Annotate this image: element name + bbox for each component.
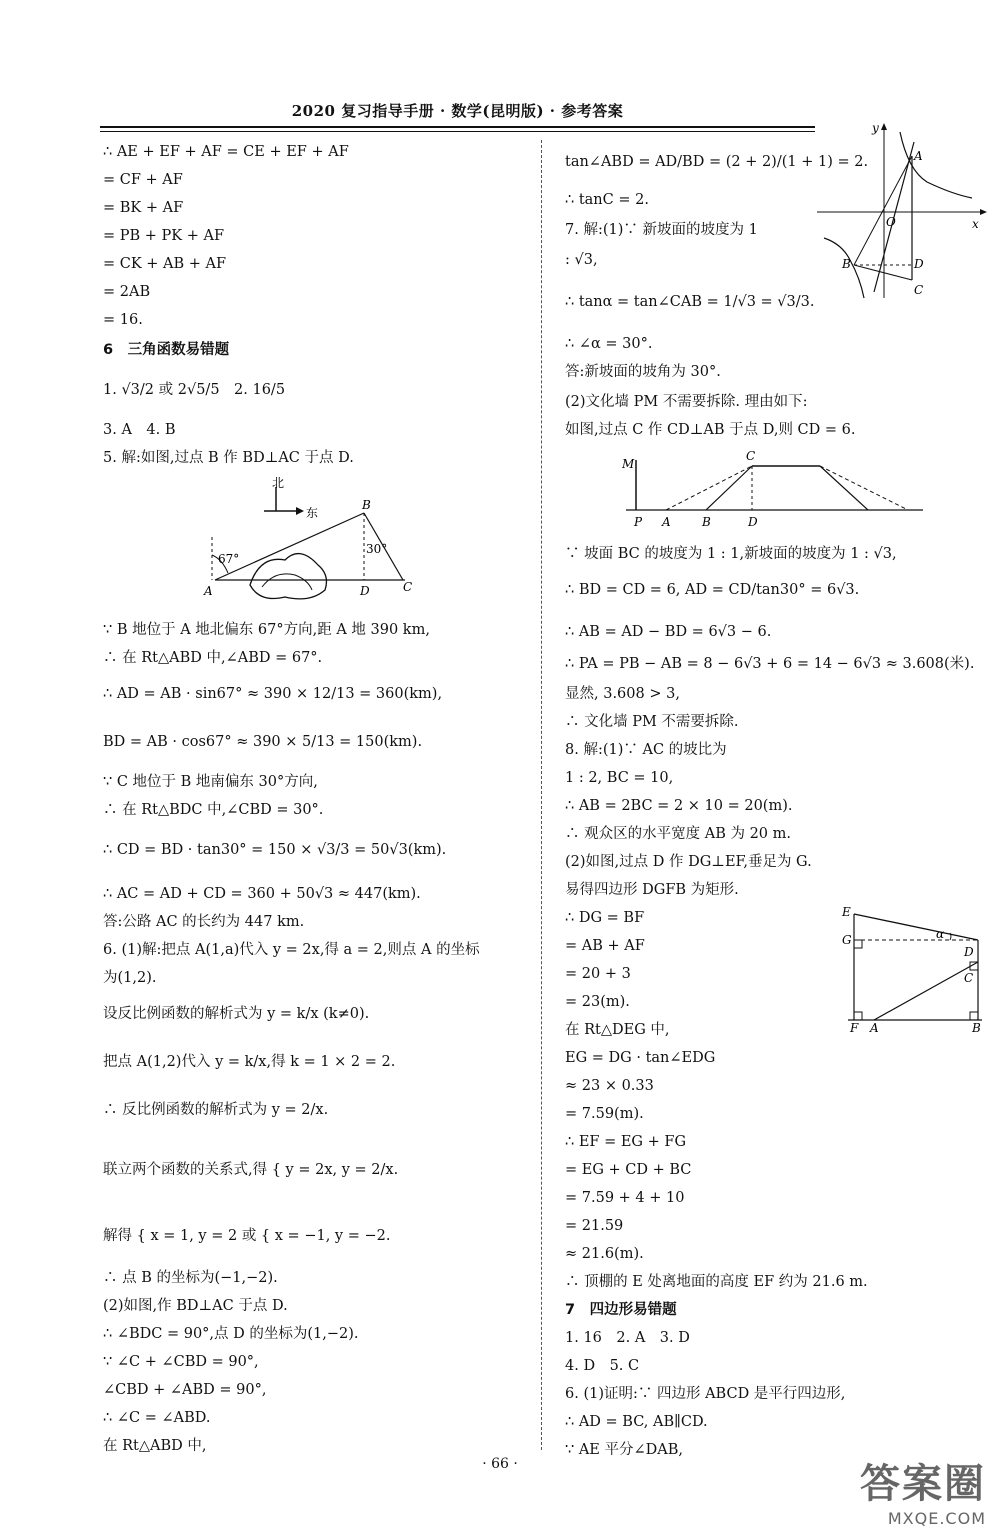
text-line: = CF + AF [103,172,183,188]
text-line: ∴ AE + EF + AF = CE + EF + AF [103,144,349,160]
section-title: 7 四边形易错题 [565,1302,677,1318]
text-line: = 23(m). [565,994,630,1010]
point-P: P [634,515,643,529]
angle-67-label: 67° [218,552,240,566]
text-line: ∴ ∠BDC = 90°,点 D 的坐标为(1,−2). [103,1326,359,1342]
text-line: (2)如图,过点 D 作 DG⊥EF,垂足为 G. [565,854,812,870]
text-line: = 7.59(m). [565,1106,644,1122]
text-line: 8. 解:(1)∵ AC 的坡比为 [565,742,727,758]
point-D: D [748,515,758,529]
text-line: (2)文化墙 PM 不需要拆除. 理由如下: [565,394,808,410]
text-line: ∴ tanC = 2. [565,192,649,208]
point-A: A [662,515,671,529]
text-line: ∴ AD = AB · sin67° ≈ 390 × 12/13 = 360(km), [103,686,443,702]
text-line: BD = AB · cos67° ≈ 390 × 5/13 = 150(km). [103,734,423,750]
point-F: F [850,1021,859,1034]
text-line: = 2AB [103,284,151,300]
text-line: 6. (1)证明:∵ 四边形 ABCD 是平行四边形, [565,1386,846,1402]
point-C: C [403,580,413,594]
answer-line: 1. 16 2. A 3. D [565,1330,690,1346]
text-line: ≈ 23 × 0.33 [565,1078,654,1094]
text-line: = AB + AF [565,938,645,954]
point-E: E [842,905,851,919]
point-M: M [622,457,635,471]
text-line: ∴ AC = AD + CD = 360 + 50√3 ≈ 447(km). [103,886,421,902]
text-line: 显然, 3.608 > 3, [565,686,680,702]
text-line: 答:公路 AC 的长约为 447 km. [103,914,305,930]
text-line: 为(1,2). [103,970,157,986]
point-B: B [702,515,711,529]
text-line: 把点 A(1,2)代入 y = k/x,得 k = 1 × 2 = 2. [103,1054,396,1070]
text-line: = CK + AB + AF [103,256,227,272]
text-line: 7. 解:(1)∵ 新坡面的坡度为 1 [565,222,758,238]
text-line: ∴ 在 Rt△BDC 中,∠CBD = 30°. [103,802,324,818]
text-line: = 16. [103,312,143,328]
text-line: ∴ AB = AD − BD = 6√3 − 6. [565,624,772,640]
text-line: ∵ B 地位于 A 地北偏东 67°方向,距 A 地 390 km, [103,622,430,638]
text-line: 易得四边形 DGFB 为矩形. [565,882,739,898]
text-line: tan∠ABD = AD/BD = (2 + 2)/(1 + 1) = 2. [565,154,869,170]
point-C: C [914,283,924,297]
text-line: 6. (1)解:把点 A(1,a)代入 y = 2x,得 a = 2,则点 A 的坐标 [103,942,480,958]
column-divider [541,140,542,1450]
text-line: ∴ 反比例函数的解析式为 y = 2/x. [103,1102,329,1118]
east-label: 东 [306,506,319,520]
point-D: D [360,584,370,598]
text-line: ∵ C 地位于 B 地南偏东 30°方向, [103,774,318,790]
angle-alpha-label: α [936,927,945,941]
answer-line: 1. √3/2 或 2√5/5 2. 16/5 [103,382,286,398]
point-G: G [842,933,852,947]
text-line: 在 Rt△DEG 中, [565,1022,670,1038]
text-line: = 7.59 + 4 + 10 [565,1190,685,1206]
text-line: ∵ ∠C + ∠CBD = 90°, [103,1354,259,1370]
header-rule [100,126,815,128]
text-line: ∵ 坡面 BC 的坡度为 1 : 1,新坡面的坡度为 1 : √3, [565,546,897,562]
page-number: · 66 · [482,1456,518,1472]
text-line: ∠CBD + ∠ABD = 90°, [103,1382,267,1398]
text-line: ∴ DG = BF [565,910,645,926]
text-line: = PB + PK + AF [103,228,225,244]
point-D: D [914,257,924,271]
point-B: B [362,498,371,512]
text-line: (2)如图,作 BD⊥AC 于点 D. [103,1298,288,1314]
text-line: ∴ EF = EG + FG [565,1134,687,1150]
point-B: B [842,257,851,271]
point-A: A [870,1021,879,1034]
text-line: = EG + CD + BC [565,1162,692,1178]
text-line: ∴ AD = BC, AB∥CD. [565,1414,708,1430]
text-line: ≈ 21.6(m). [565,1246,644,1262]
text-line: EG = DG · tan∠EDG [565,1050,716,1066]
text-line: ∴ tanα = tan∠CAB = 1/√3 = √3/3. [565,294,815,310]
text-line: : √3, [565,252,598,268]
text-line: ∴ 观众区的水平宽度 AB 为 20 m. [565,826,791,842]
answer-line: 4. D 5. C [565,1358,640,1374]
map-diagram [200,475,420,610]
point-A: A [914,149,923,163]
watermark-brand: 答案圈 [860,1461,986,1507]
x-axis-label: x [972,217,979,231]
text-line: = BK + AF [103,200,184,216]
text-line: ∴ BD = CD = 6, AD = CD/tan30° = 6√3. [565,582,860,598]
text-line: 答:新坡面的坡角为 30°. [565,364,721,380]
origin-label: O [886,215,896,229]
coordinate-graph [812,120,987,300]
text-line: ∴ 顶棚的 E 处离地面的高度 EF 约为 21.6 m. [565,1274,868,1290]
point-A: A [204,584,213,598]
text-line: ∴ 文化墙 PM 不需要拆除. [565,714,739,730]
watermark-logo [860,1452,986,1528]
page-header-title: 2020 复习指导手册 · 数学(昆明版) · 参考答案 [291,102,624,120]
y-axis-label: y [872,121,879,135]
section-title: 6 三角函数易错题 [103,342,230,358]
header-rule-thin [100,131,815,132]
text-line: 设反比例函数的解析式为 y = k/x (k≠0). [103,1006,370,1022]
text-line: 解得 { x = 1, y = 2 或 { x = −1, y = −2. [103,1228,391,1244]
text-line: ∴ 在 Rt△ABD 中,∠ABD = 67°. [103,650,323,666]
text-line: ∴ ∠C = ∠ABD. [103,1410,211,1426]
text-line: 1 : 2, BC = 10, [565,770,674,786]
roof-diagram [840,902,990,1034]
text-line: ∴ AB = 2BC = 2 × 10 = 20(m). [565,798,793,814]
text-line: ∴ PA = PB − AB = 8 − 6√3 + 6 = 14 − 6√3 ≈ 3.608(米). [565,656,975,672]
point-C: C [746,449,756,463]
angle-30-label: 30° [366,542,388,556]
question-line: 5. 解:如图,过点 B 作 BD⊥AC 于点 D. [103,450,354,466]
text-line: ∴ ∠α = 30°. [565,336,653,352]
text-line: ∴ CD = BD · tan30° = 150 × √3/3 = 50√3(km). [103,842,447,858]
slope-diagram [618,448,928,533]
point-D: D [964,945,974,959]
watermark-site: MXQE.COM [887,1509,986,1528]
text-line: = 20 + 3 [565,966,631,982]
north-label: 北 [272,476,285,490]
point-C: C [964,971,974,985]
text-line: 联立两个函数的关系式,得 { y = 2x, y = 2/x. [103,1162,399,1178]
text-line: ∵ AE 平分∠DAB, [565,1442,684,1458]
answer-line: 3. A 4. B [103,422,176,438]
text-line: = 21.59 [565,1218,624,1234]
point-B: B [972,1021,981,1034]
text-line: ∴ 点 B 的坐标为(−1,−2). [103,1270,278,1286]
text-line: 如图,过点 C 作 CD⊥AB 于点 D,则 CD = 6. [565,422,856,438]
text-line: 在 Rt△ABD 中, [103,1438,207,1454]
